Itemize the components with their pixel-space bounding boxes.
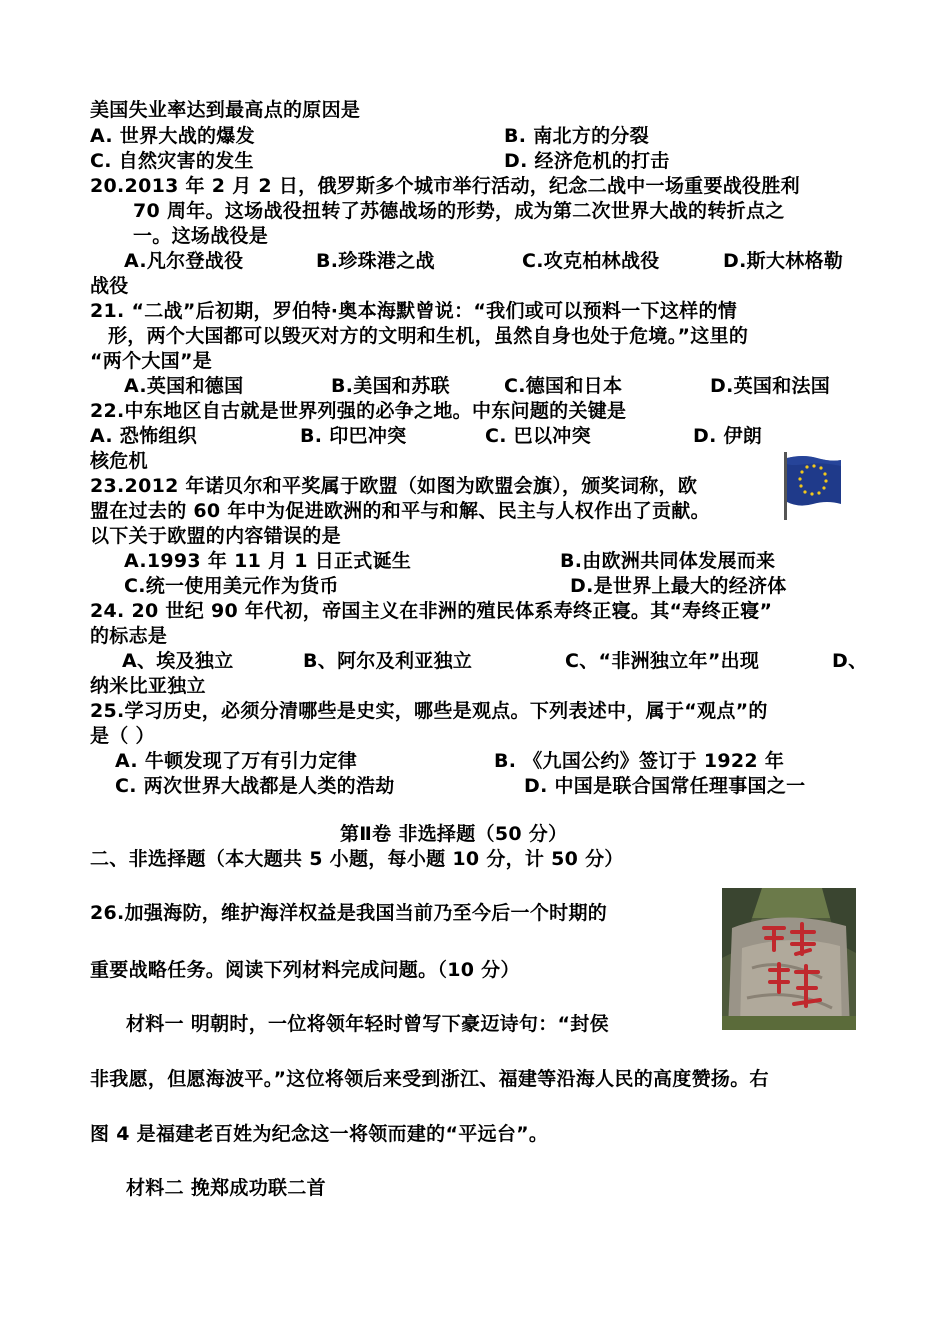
q24-stem-line2: 的标志是 — [90, 625, 168, 647]
q22-option-d: D. 伊朗 — [693, 425, 763, 447]
q22-option-b: B. 印巴冲突 — [300, 425, 407, 447]
q24-stem-line1: 24. 20 世纪 90 年代初，帝国主义在非洲的殖民体系寿终正寝。其“寿终正寝” — [90, 600, 773, 622]
q20-stem-line3: 一。这场战役是 — [133, 225, 269, 247]
q21-option-c: C.德国和日本 — [504, 375, 623, 397]
q20-stem-line1: 20.2013 年 2 月 2 日，俄罗斯多个城市举行活动，纪念二战中一场重要战役胜利 — [90, 175, 800, 197]
q21-stem-line3: “两个大国”是 — [90, 350, 213, 372]
q19-option-a: A. 世界大战的爆发 — [90, 125, 255, 147]
q19-option-b: B. 南北方的分裂 — [504, 125, 650, 147]
q23-option-d: D.是世界上最大的经济体 — [570, 575, 787, 597]
q22-option-a: A. 恐怖组织 — [90, 425, 197, 447]
q23-stem-line3: 以下关于欧盟的内容错误的是 — [90, 525, 341, 547]
q25-option-b: B. 《九国公约》签订于 1922 年 — [494, 750, 785, 772]
q22-stem: 22.中东地区自古就是世界列强的必争之地。中东问题的关键是 — [90, 400, 627, 422]
q21-option-d: D.英国和法国 — [710, 375, 831, 397]
q23-option-a: A.1993 年 11 月 1 日正式诞生 — [124, 550, 412, 572]
section2-instructions: 二、非选择题（本大题共 5 小题，每小题 10 分，计 50 分） — [90, 848, 624, 870]
q23-option-c: C.统一使用美元作为货币 — [124, 575, 339, 597]
q22-option-d-cont: 核危机 — [90, 450, 148, 472]
q20-option-d-cont: 战役 — [90, 275, 129, 297]
q25-option-c: C. 两次世界大战都是人类的浩劫 — [115, 775, 395, 797]
eu-flag-icon — [783, 452, 843, 520]
q26-material2-heading: 材料二 挽郑成功联二首 — [126, 1177, 326, 1199]
q26-material1-line2: 非我愿，但愿海波平。”这位将领后来受到浙江、福建等沿海人民的高度赞扬。右 — [90, 1068, 769, 1090]
q26-stem-line2: 重要战略任务。阅读下列材料完成问题。（10 分） — [90, 959, 520, 981]
q21-stem-line2: 形，两个大国都可以毁灭对方的文明和生机，虽然自身也处于危境。”这里的 — [108, 325, 749, 347]
q19-option-c: C. 自然灾害的发生 — [90, 150, 254, 172]
q24-option-c: C、“非洲独立年”出现 — [565, 650, 760, 672]
q20-option-b: B.珍珠港之战 — [316, 250, 435, 272]
section2-title: 第Ⅱ卷 非选择题（50 分） — [340, 823, 568, 845]
q23-option-b: B.由欧洲共同体发展而来 — [560, 550, 776, 572]
q25-option-a: A. 牛顿发现了万有引力定律 — [115, 750, 358, 772]
q24-option-d: D、 — [832, 650, 868, 672]
q20-option-c: C.攻克柏林战役 — [522, 250, 660, 272]
q26-material1-line1: 材料一 明朝时，一位将领年轻时曾写下豪迈诗句：“封侯 — [126, 1013, 609, 1035]
q24-option-d-cont: 纳米比亚独立 — [90, 675, 206, 697]
q21-stem-line1: 21. “二战”后初期，罗伯特·奥本海默曾说：“我们或可以预料一下这样的情 — [90, 300, 738, 322]
q25-stem-line1: 25.学习历史，必须分清哪些是史实，哪些是观点。下列表述中，属于“观点”的 — [90, 700, 768, 722]
q20-option-d: D.斯大林格勒 — [723, 250, 844, 272]
q19-stem-tail: 美国失业率达到最高点的原因是 — [90, 99, 361, 121]
q21-option-b: B.美国和苏联 — [331, 375, 450, 397]
q25-option-d: D. 中国是联合国常任理事国之一 — [524, 775, 806, 797]
q19-option-d: D. 经济危机的打击 — [504, 150, 670, 172]
q24-option-a: A、埃及独立 — [122, 650, 234, 672]
q26-stem-line1: 26.加强海防，维护海洋权益是我国当前乃至今后一个时期的 — [90, 902, 608, 924]
q22-option-c: C. 巴以冲突 — [485, 425, 591, 447]
q25-stem-line2: 是（ ） — [90, 725, 155, 747]
pingyuantai-stone-icon — [722, 888, 856, 1030]
q26-material1-line3: 图 4 是福建老百姓为纪念这一将领而建的“平远台”。 — [90, 1123, 549, 1145]
q23-stem-line2: 盟在过去的 60 年中为促进欧洲的和平与和解、民主与人权作出了贡献。 — [90, 500, 710, 522]
q21-option-a: A.英国和德国 — [124, 375, 244, 397]
q24-option-b: B、阿尔及利亚独立 — [303, 650, 473, 672]
q23-stem-line1: 23.2012 年诺贝尔和平奖属于欧盟（如图为欧盟会旗），颁奖词称，欧 — [90, 475, 698, 497]
q20-option-a: A.凡尔登战役 — [124, 250, 244, 272]
q20-stem-line2: 70 周年。这场战役扭转了苏德战场的形势，成为第二次世界大战的转折点之 — [133, 200, 785, 222]
